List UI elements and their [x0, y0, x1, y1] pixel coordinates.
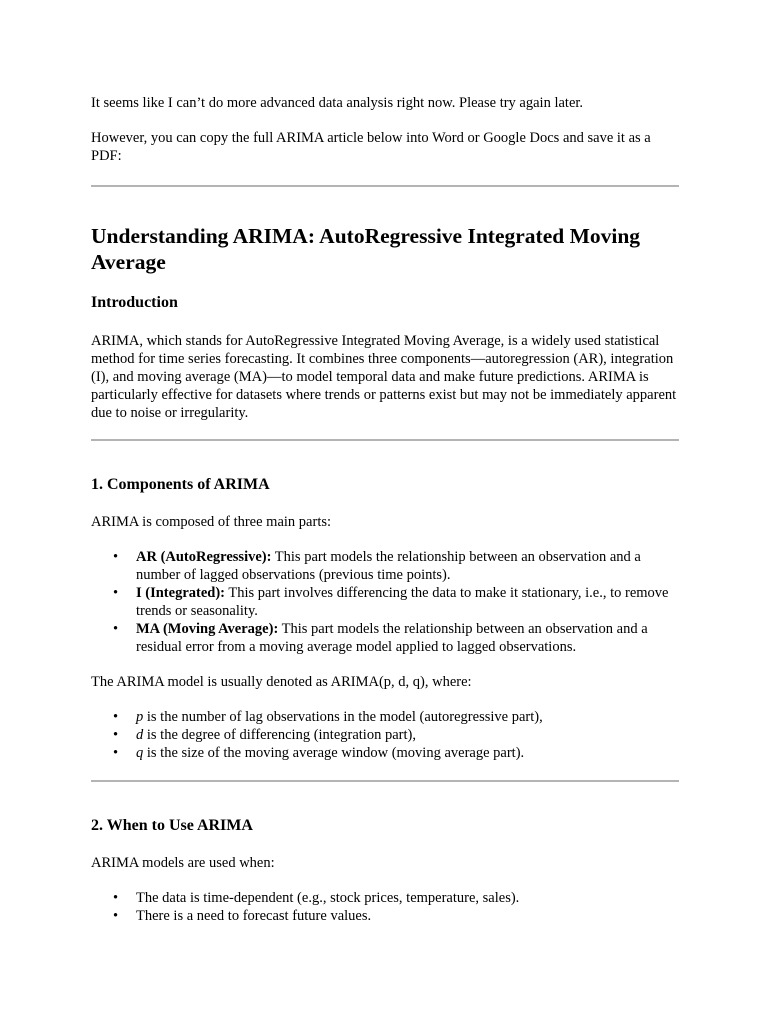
list-item: • The data is time-dependent (e.g., stock prices, temperature, sales). — [136, 889, 679, 907]
param-variable: p — [136, 709, 144, 725]
components-list — [91, 548, 679, 656]
article-title: Understanding ARIMA: AutoRegressive Integrated Moving Average — [91, 224, 641, 274]
list-item — [136, 584, 679, 620]
param-text: is the number of lag observations in the model (autoregressive part), — [143, 709, 543, 725]
document-content — [91, 94, 679, 925]
introduction-body: ARIMA, which stands for AutoRegressive Integrated Moving Average, is a widely used statistical method for time series forecasting. It combines three components—autoregression (AR), integration (I), and moving average (MA)—to model temporal data and make future predictions. ARIMA is particularly effective for datasets where trends or patterns exist but may not be immediately apparent due to noise or irregularity. — [91, 333, 677, 421]
components-lead: ARIMA is composed of three main parts: — [91, 514, 332, 530]
list-item — [136, 744, 679, 762]
param-variable: d — [136, 727, 144, 743]
divider — [91, 780, 679, 782]
param-text: is the degree of differencing (integration part), — [143, 727, 416, 743]
when-to-use-list — [91, 889, 679, 925]
item-label: MA (Moving Average): — [136, 621, 279, 637]
list-item — [136, 726, 679, 744]
item-label: AR (AutoRegressive): — [136, 549, 272, 565]
divider — [91, 439, 679, 441]
params-list — [91, 708, 679, 762]
item-text: This part involves differencing the data to make it stationary, i.e., to remove trends or seasonality. — [136, 585, 669, 619]
item-text: This part models the relationship between an observation and a number of lagged observations (previous time points). — [136, 549, 641, 583]
list-item — [136, 548, 679, 584]
list-item — [136, 708, 679, 726]
param-text: is the size of the moving average window (moving average part). — [143, 745, 525, 761]
notation-lead: The ARIMA model is usually denoted as ARIMA(p, d, q), where: — [91, 674, 472, 690]
note-unavailable: It seems like I can’t do more advanced data analysis right now. Please try again later. — [91, 95, 584, 111]
item-label: I (Integrated): — [136, 585, 225, 601]
heading-components: 1. Components of ARIMA — [91, 476, 270, 493]
divider — [91, 185, 679, 187]
when-to-use-lead: ARIMA models are used when: — [91, 855, 275, 871]
list-item — [136, 620, 679, 656]
note-copy-instructions: However, you can copy the full ARIMA article below into Word or Google Docs and save it as a PDF: — [91, 130, 651, 164]
heading-when-to-use: 2. When to Use ARIMA — [91, 817, 253, 834]
param-variable: q — [136, 745, 144, 761]
list-item: • There is a need to forecast future values. — [136, 907, 679, 925]
heading-introduction: Introduction — [91, 294, 178, 311]
item-text: This part models the relationship between an observation and a residual error from a moving average model applied to lagged observations. — [136, 621, 648, 655]
